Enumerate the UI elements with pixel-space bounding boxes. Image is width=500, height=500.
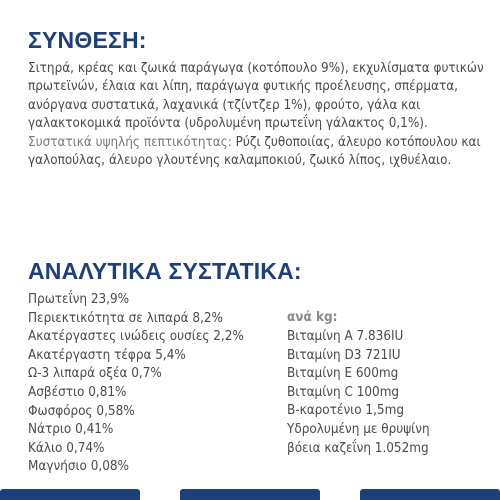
analytics-item-fibre: Ακατέργαστες ινώδεις ουσίες 2,2% <box>28 329 244 345</box>
vitamin-d3-item: Βιταμίνη D3 721IU <box>287 347 401 363</box>
high-digestibility-text: Ρύζι ζυθοποιίας, άλευρο κοτόπουλου και γαλοπούλας, άλευρο γλουτένης καλαμποκιού, ζωικό λίπος, ιχθυέλαιο. <box>28 134 481 169</box>
composition-title: ΣΥΝΘΕΣΗ: <box>28 27 147 53</box>
analytics-item-potassium: Κάλιο 0,74% <box>28 440 105 456</box>
bar-segment <box>180 489 320 500</box>
bar-segment <box>360 489 500 500</box>
analytics-item-fat: Περιεκτικότητα σε λιπαρά 8,2% <box>28 310 224 326</box>
per-kg-label: ανά kg: <box>287 310 338 325</box>
beta-carotene-item: Β-καροτένιο 1,5mg <box>287 403 404 419</box>
bottom-decorative-bar <box>0 489 500 500</box>
hydrolyzed-casein-item-line1: Υδρολυμένη με θρυψίνη <box>287 421 430 437</box>
vitamin-e-item: Βιταμίνη E 600mg <box>287 366 399 382</box>
analytics-item-protein: Πρωτεΐνη 23,9% <box>28 292 130 307</box>
analytics-item-sodium: Νάτριο 0,41% <box>28 422 114 438</box>
analytics-item-phosphorus: Φωσφόρος 0,58% <box>28 403 135 419</box>
analytics-list-right <box>287 328 430 458</box>
analytics-item-magnesium: Μαγνήσιο 0,08% <box>28 459 129 475</box>
hydrolyzed-casein-item-line2: βόεια καζεΐνη 1.052mg <box>287 440 429 456</box>
vitamin-c-item: Βιταμίνη C 100mg <box>287 384 400 400</box>
analytics-item-ash: Ακατέργαστη τέφρα 5,4% <box>28 347 186 363</box>
composition-text-block <box>28 60 488 170</box>
analytics-item-calcium: Ασβέστιο 0,81% <box>28 384 127 400</box>
vitamin-a-item: Βιταμίνη A 7.836IU <box>287 329 404 344</box>
analytics-title: ΑΝΑΛΥΤΙΚΑ ΣΥΣΤΑΤΙΚΑ: <box>28 258 302 284</box>
bar-segment <box>0 489 140 500</box>
analytics-list-left <box>28 291 244 477</box>
analytics-item-omega3: Ω-3 λιπαρά οξέα 0,7% <box>28 366 162 382</box>
composition-text: Σιτηρά, κρέας και ζωικά παράγωγα (κοτόπουλο 9%), εκχυλίσματα φυτικών πρωτεϊνών, έλαια και λίπη, παράγωγα φυτικής προέλευσης, σπέρματα, ανόργανα συστατικά, λαχανικά (τζίντζερ 1%), φρούτο, γάλα και γαλακτοκομικά προϊόντα (υδρολυμένη πρωτεΐνη γάλακτος 0,1%). <box>28 61 484 132</box>
high-digestibility-label: Συστατικά υψηλής πεπτικότητας: <box>28 134 232 150</box>
